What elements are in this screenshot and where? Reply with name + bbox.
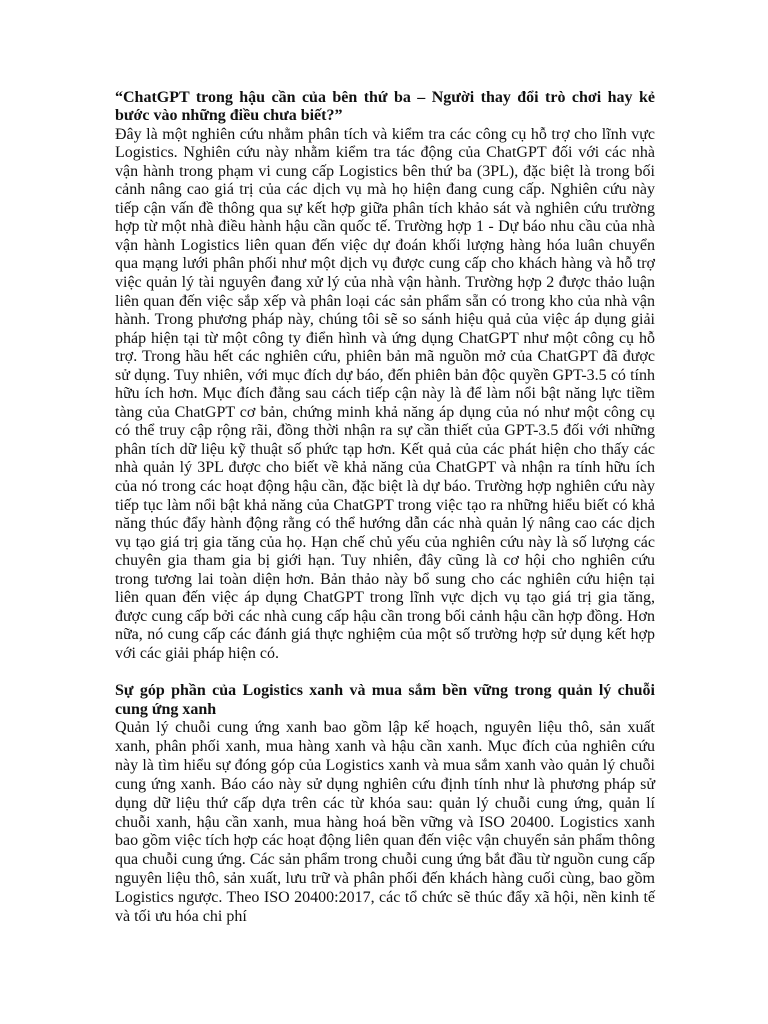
section-title: Sự góp phần của Logistics xanh và mua sắm bền vững trong quản lý chuỗi cung ứng xanh — [115, 682, 655, 718]
section-body: Quản lý chuỗi cung ứng xanh bao gồm lập kế hoạch, nguyên liệu thô, sản xuất xanh, phân phối xanh, mua hàng xanh và hậu cần xanh. Mục đích của nghiên cứu này là tìm hiểu sự đóng góp của Logistics xanh và mua sắm xanh vào quản lý chuỗi cung ứng xanh. Báo cáo này sử dụng nghiên cứu định tính như là phương pháp sử dụng dữ liệu thứ cấp dựa trên các từ khóa sau: quản lý chuỗi cung ứng, quản lí chuỗi xanh, hậu cần xanh, mua hàng hoá bền vững và ISO 20400. Logistics xanh bao gồm việc tích hợp các hoạt động liên quan đến việc vận chuyển sản phẩm thông qua chuỗi cung ứng. Các sản phẩm trong chuỗi cung ứng bắt đầu từ nguồn cung cấp nguyên liệu thô, sản xuất, lưu trữ và phân phối đến khách hàng cuối cùng, bao gồm Logistics ngược. Theo ISO 20400:2017, các tổ chức sẽ thúc đẩy xã hội, nền kinh tế và tối ưu hóa chi phí — [115, 719, 655, 926]
section-body: Đây là một nghiên cứu nhằm phân tích và kiểm tra các công cụ hỗ trợ cho lĩnh vực Logistics. Nghiên cứu này nhằm kiểm tra tác động của ChatGPT đối với các nhà vận hành trong phạm vi cung cấp Logistics bên thứ ba (3PL), đặc biệt là trong bối cảnh nâng cao giá trị của các dịch vụ mà họ hiện đang cung cấp. Nghiên cứu này tiếp cận vấn đề thông qua sự kết hợp giữa phân tích khảo sát và nghiên cứu trường hợp từ một nhà điều hành hậu cần quốc tế. Trường hợp 1 - Dự báo nhu cầu của nhà vận hành Logistics liên quan đến việc dự đoán khối lượng hàng hóa luân chuyển qua mạng lưới phân phối như một dịch vụ được cung cấp cho khách hàng và hỗ trợ việc quản lý tài nguyên đang xử lý của nhà vận hành. Trường hợp 2 được thảo luận liên quan đến việc sắp xếp và phân loại các sản phẩm sẵn có trong kho của nhà vận hành. Trong phương pháp này, chúng tôi sẽ so sánh hiệu quả của việc áp dụng giải pháp hiện tại từ một công ty điển hình và ứng dụng ChatGPT như một công cụ hỗ trợ. Trong hầu hết các nghiên cứu, phiên bản mã nguồn mở của ChatGPT đã được sử dụng. Tuy nhiên, với mục đích dự báo, đến phiên bản độc quyền GPT-3.5 có tính hữu ích hơn. Mục đích đằng sau cách tiếp cận này là để làm nổi bật năng lực tiềm tàng của ChatGPT cơ bản, chứng minh khả năng áp dụng của nó như một công cụ có thể truy cập rộng rãi, đồng thời nhận ra sự cần thiết của GPT-3.5 đối với những phân tích dữ liệu kỹ thuật số phức tạp hơn. Kết quả của các phát hiện cho thấy các nhà quản lý 3PL được cho biết về khả năng của ChatGPT và nhận ra tính hữu ích của nó trong các hoạt động hậu cần, đặc biệt là dự báo. Trường hợp nghiên cứu này tiếp tục làm nổi bật khả năng của ChatGPT trong việc tạo ra những hiểu biết có khả năng thúc đẩy hành động rằng có thể hướng dẫn các nhà quản lý nâng cao các dịch vụ tạo giá trị gia tăng của họ. Hạn chế chủ yếu của nghiên cứu này là số lượng các chuyên gia tham gia bị giới hạn. Tuy nhiên, đây cũng là cơ hội cho nghiên cứu trong tương lai toàn diện hơn. Bản thảo này bổ sung cho các nghiên cứu hiện tại liên quan đến việc áp dụng ChatGPT trong lĩnh vực dịch vụ tạo giá trị gia tăng, được cung cấp bởi các nhà cung cấp hậu cần trong bối cảnh hậu cần hợp đồng. Hơn nữa, nó cung cấp các đánh giá thực nghiệm của một số trường hợp sử dụng kết hợp với các giải pháp hiện có. — [115, 125, 655, 662]
document-page — [115, 89, 655, 927]
section-title: “ChatGPT trong hậu cần của bên thứ ba – Người thay đổi trò chơi hay kẻ bước vào những điều chưa biết?” — [115, 89, 655, 125]
section-green-logistics — [115, 682, 655, 927]
section-chatgpt-3pl — [115, 89, 655, 663]
